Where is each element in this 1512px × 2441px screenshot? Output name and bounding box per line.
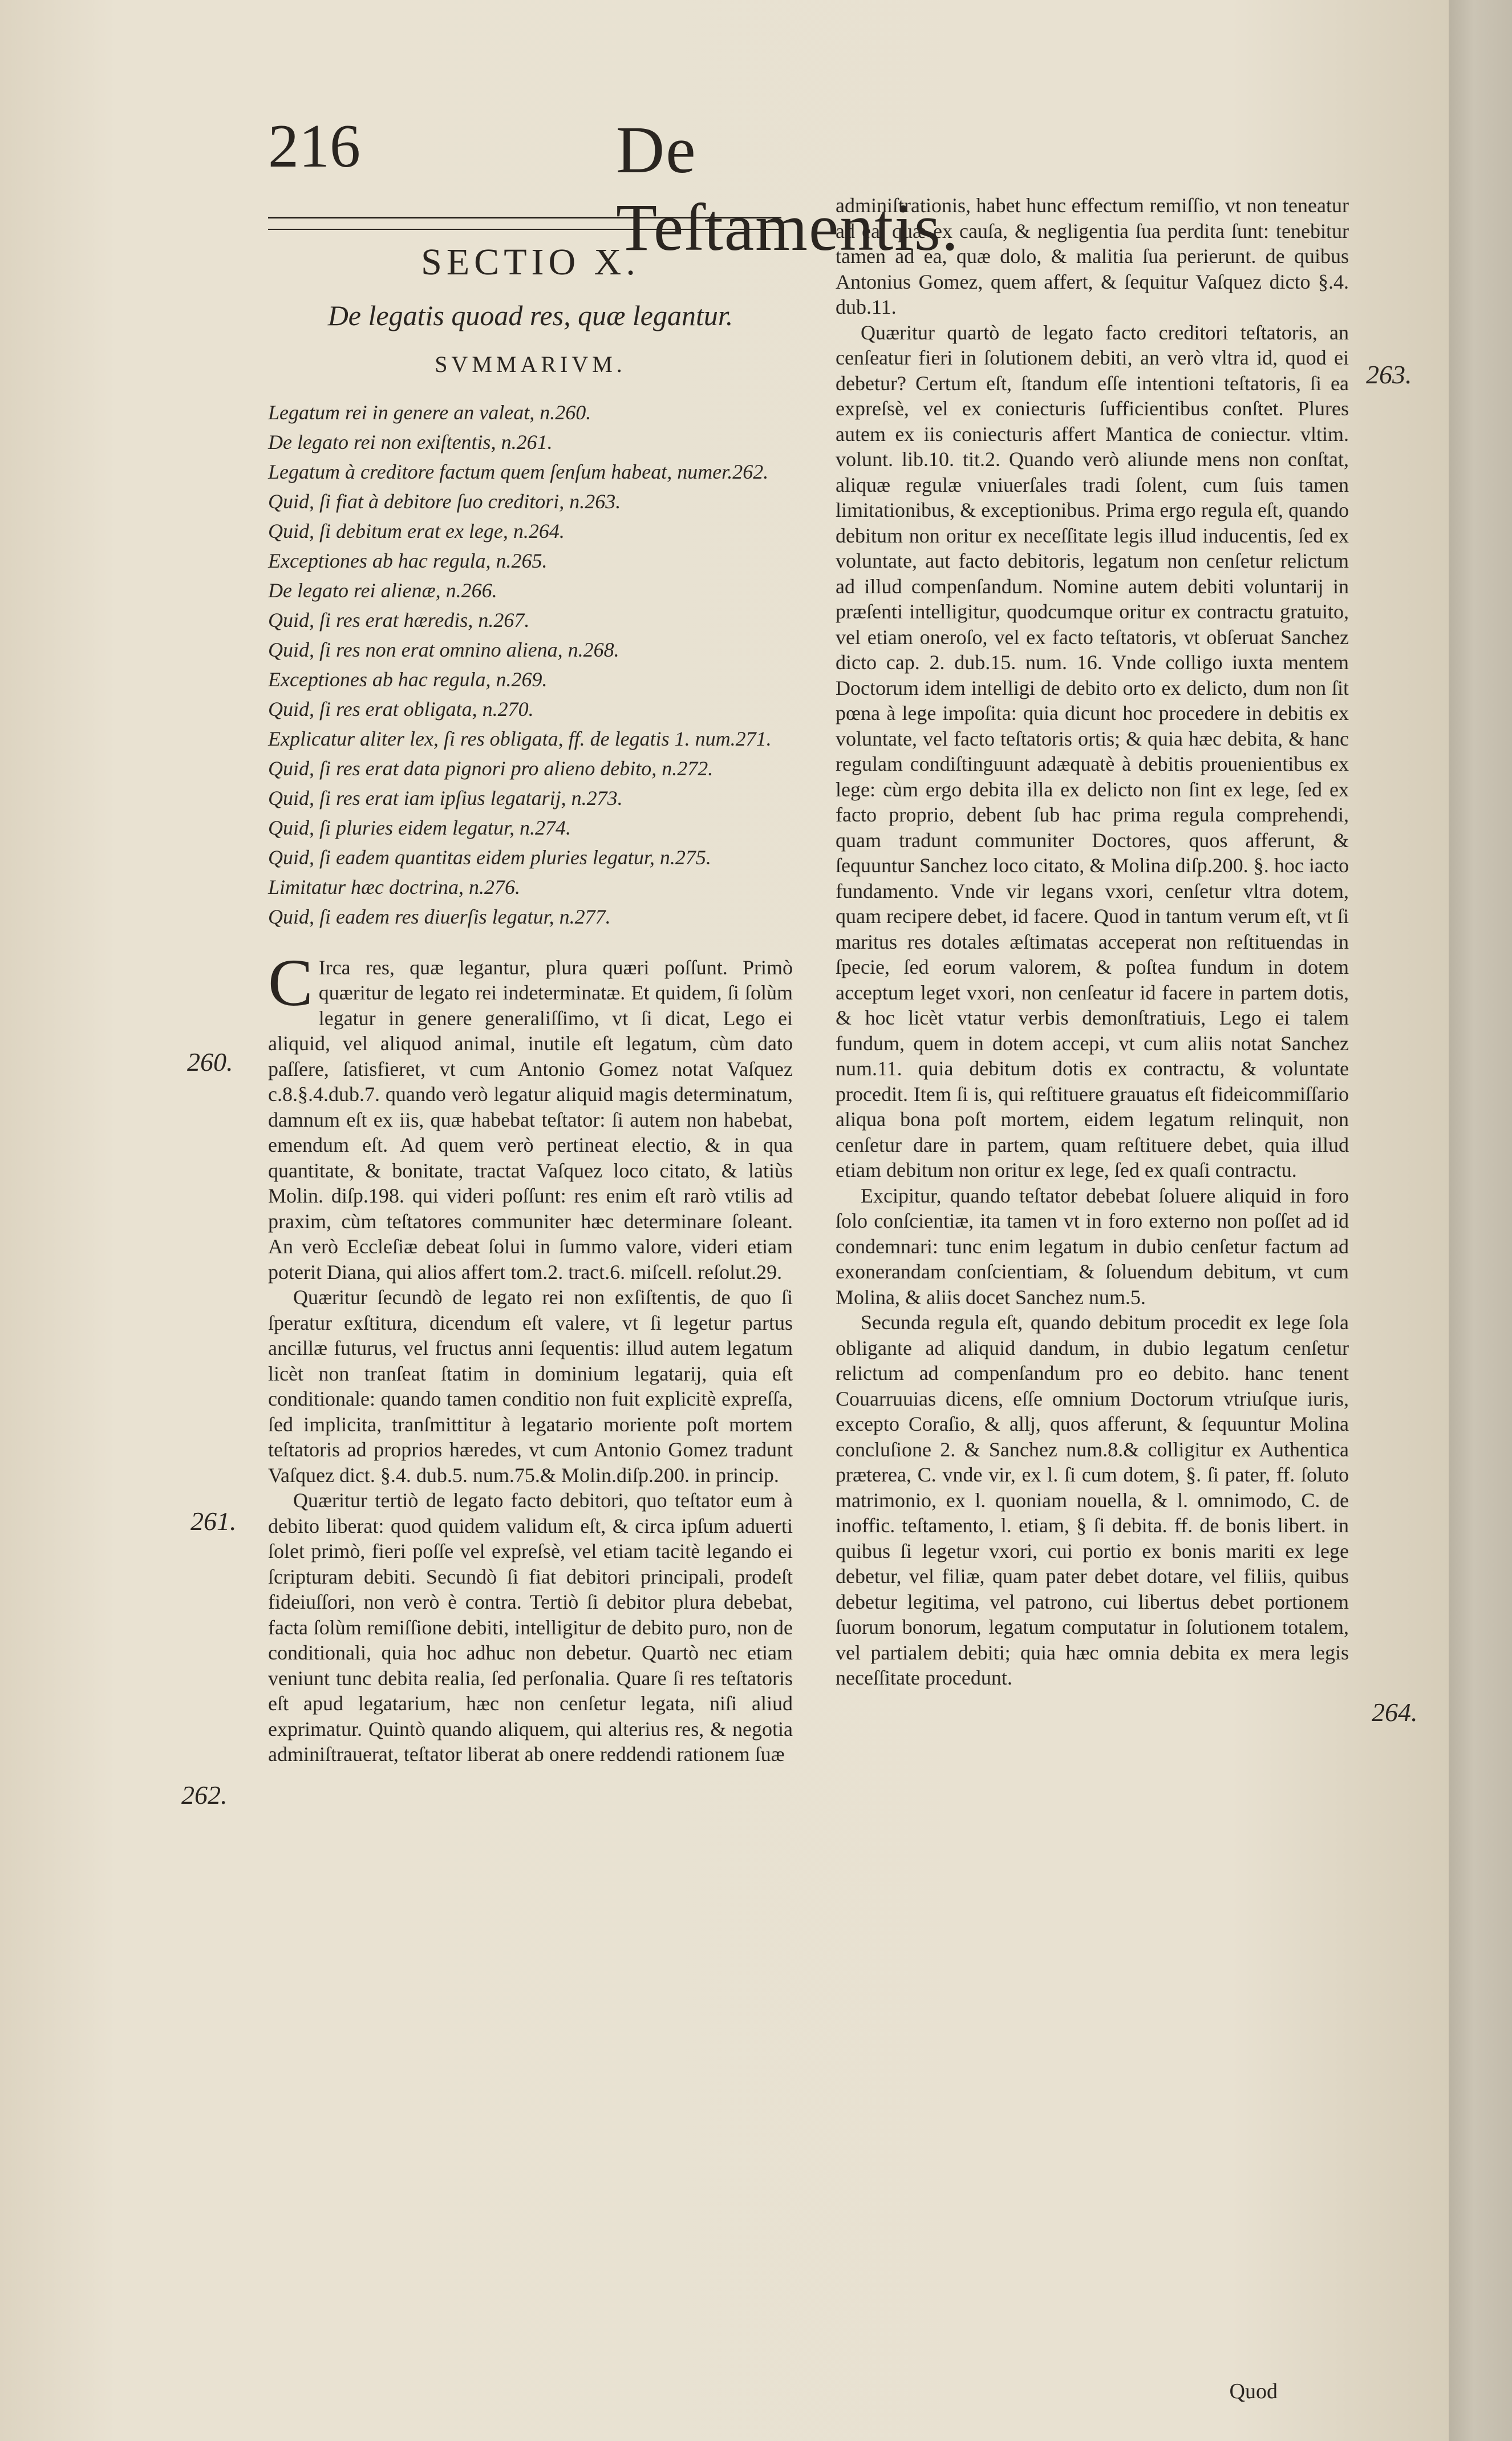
right-column xyxy=(836,193,1349,1691)
summary-item: Legatum à creditore factum quem ſenſum habeat, numer.262. xyxy=(268,460,769,483)
paragraph-260-text: Irca res, quæ legantur, plura quæri poſſunt. Primò quæritur de legato rei indeterminatæ. Et quidem, ſi ſolùm legatur in genere generaliſſimo, vt ſi dicat, Lego ei aliquid, vel aliquod animal, inutile eſt legatum, cùm dato paſſere, ſatisfieret, vt cum Antonio Gomez notat Vaſquez c.8.§.4.dub.7. quando verò legatur aliquid magis determinatum, damnum eſt ex iis, quæ habebat teſtator: ſi autem non habebat, emendum eſt. Ad quem verò pertineat electio, & in qua quantitate, & bonitate, tractat Vaſquez loco citato, & latiùs Molin. diſp.198. qui videri poſſunt: res enim eſt rarò vtilis ad praxim, cùm teſtatores communiter hæc determinare ſoleant. An verò Eccleſiæ debeat ſolui in ſummo valore, videri etiam poterit Diana, qui alios affert tom.2. tract.6. miſcell. reſolut.29. xyxy=(268,956,793,1284)
summary-item: Quid, ſi res erat data pignori pro alieno debito, n.272. xyxy=(268,756,714,780)
paragraph-continuation: adminiſtrationis, habet hunc effectum remiſſio, vt non teneatur ad ea, quæ ex cauſa, & negligentia ſua perdita ſunt: tenebitur tamen ad ea, quæ dolo, & malitia ſua perierunt. de quibus Antonius Gomez, quem affert, & ſequitur Vaſquez dicto §.4. dub.11. xyxy=(836,194,1349,318)
paragraph-260 xyxy=(268,945,793,1285)
section-subtitle: De legatis quoad res, quæ legantur. xyxy=(327,299,733,331)
summary-item: Exceptiones ab hac regula, n.265. xyxy=(268,549,548,572)
page-number: 216 xyxy=(268,112,360,180)
margin-number-261: 261. xyxy=(190,1507,237,1536)
summary-item: Quid, ſi eadem res diuerſis legatur, n.277. xyxy=(268,905,611,928)
summarium-title: SVMMARIVM. xyxy=(435,351,626,377)
paragraph-263: Quæritur quartò de legato facto creditori teſtatoris, an cenſeatur fieri in ſolutionem debiti, an verò vltra id, quod ei debetur? Certum eſt, ſtandum eſſe intentioni teſtatoris, ſi ea expreſsè, vel ex coniecturis ſufficientibus conſtet. Plures autem ex iis coniecturis affert Mantica de coniectur. vltim. volunt. lib.10. tit.2. Quando verò aliunde mens non conſtat, aliquæ regulæ vniuerſales tradi ſolent, cum ſuis tamen limitationibus, & exceptionibus. Prima ergo regula eſt, quando debitum non oritur ex neceſſitate legis illud inducentis, ſed ex voluntate, aut facto debitoris, legatum non cenſetur relictum ad illud compenſandum. Nomine autem debiti voluntarij in præſenti intelligitur, quodcumque oritur ex contractu gratuito, vel etiam oneroſo, vel ex facto teſtatoris, vt obſeruat Sanchez dicto cap. 2. dub.15. num. 16. Vnde colligo iuxta mentem Doctorum idem intelligi de debito orto ex delicto, dum non ſit pœna à lege impoſita: quia dicunt hoc procedere in debitis ex voluntate, vel facto teſtatoris ortis; & quia hæc debita, & hanc regulam condiſtinguunt adæquatè à debitis prouenientibus ex lege: cùm ergo debita illa ex delicto non ſint ex lege, ſed ex facto proprio, debent ſub hac prima regula comprehendi, quam tradunt communiter Doctores, quos afferunt, & ſequuntur Sanchez loco citato, & Molina diſp.200. §. hoc iacto fundamento. Vnde vir legans vxori, cenſetur vltra dotem, quam recipere debet, id facere. Quod in tantum verum eſt, vt ſi maritus res dotales æſtimatas acceperat non reſtituendas in ſpecie, ſed eorum valorem, & poſtea fundum in dotem acceptum leget vxori, non cenſeatur id facere in partem dotis, & hoc licèt vtatur verbis demonſtratiuis, Lego ei talem fundum, quem in dotem accepi, vt cum aliis notat Sanchez num.11. quia debitum dotis ex contractu, & voluntate procedit. Item ſi is, qui reſtituere grauatus eſt fideicommiſſario aliqua bona poſt mortem, eidem legatum relinquit, non cenſetur dare in partem, quam reſtituere debet, quia illud etiam debitum non oritur ex lege, ſed ex quaſi contractu. xyxy=(836,321,1349,1181)
margin-number-263: 263. xyxy=(1366,360,1412,389)
margin-number-264: 264. xyxy=(1372,1698,1418,1727)
summary-item: De legato rei non exiſtentis, n.261. xyxy=(268,430,553,454)
summarium-list xyxy=(268,398,793,931)
summary-item: De legato rei alienæ, n.266. xyxy=(268,578,497,602)
paragraph-264: Secunda regula eſt, quando debitum procedit ex lege ſola obligante ad aliquid dandum, in dubio legatum cenſetur relictum ad compenſandum pro eo debito. hanc tenent Couarruuias dicens, eſſe omnium Doctorum vtriuſque iuris, excepto Coraſio, & allj, quos afferunt, & ſequuntur Molina concluſione 2. & Sanchez num.8.& colligitur ex Authentica præterea, C. vnde vir, ex l. ſi cum dotem, §. ſi pater, ff. ſoluto matrimonio, ex l. quoniam nouella, & l. omnimodo, C. de inoffic. teſtamento, l. etiam, § ſi debita. ff. de bonis libert. in quibus ſi legetur vxori, cui portio ex bonis mariti ex lege debetur, vel filiæ, quam pater debet dotare, vel filiis, quibus debetur legitima, vel patrono, cui libertus debet portionem ſuorum bonorum, legatum computatur in ſolutionem totalem, vel partialem debiti; quia hæc omnia debita ex mera legis neceſſitate procedunt. xyxy=(836,1311,1349,1689)
summary-item: Exceptiones ab hac regula, n.269. xyxy=(268,667,548,691)
summary-item: Limitatur hæc doctrina, n.276. xyxy=(268,875,521,898)
summary-item: Quid, ſi res erat iam ipſius legatarij, n.273. xyxy=(268,786,623,809)
section-title: SECTIO X. xyxy=(421,241,640,283)
summary-item: Explicatur aliter lex, ſi res obligata, ff. de legatis 1. num.271. xyxy=(268,727,772,750)
double-rule-divider xyxy=(268,217,781,230)
running-title: De Teſtamentis. xyxy=(616,112,960,265)
summary-item: Quid, ſi res non erat omnino aliena, n.268. xyxy=(268,638,619,661)
paragraph-261: Quæritur ſecundò de legato rei non exſiſtentis, de quo ſi ſperatur exſtitura, dicendum eſt valere, vt ſi legetur partus ancillæ futurus, vel fructus anni ſequentis: illud autem legatum licèt non tranſeat ſtatim in dominium legatarij, quia eſt conditionale: quando tamen conditio non fuit explicitè expreſſa, ſed implicita, tranſmittitur à legatario moriente poſt mortem teſtatoris ad proprios hæredes, vt cum Antonio Gomez tradunt Vaſquez dict. §.4. dub.5. num.75.& Molin.diſp.200. in princip. xyxy=(268,1286,793,1487)
summary-item: Quid, ſi res erat obligata, n.270. xyxy=(268,697,534,720)
summary-item: Quid, ſi eadem quantitas eidem pluries legatur, n.275. xyxy=(268,845,711,869)
summary-item: Quid, ſi res erat hæredis, n.267. xyxy=(268,608,530,631)
margin-number-260: 260. xyxy=(187,1047,233,1076)
drop-cap-initial: C xyxy=(268,945,313,1020)
summary-item: Quid, ſi pluries eidem legatur, n.274. xyxy=(268,816,571,839)
margin-number-262: 262. xyxy=(181,1780,228,1810)
adjacent-page-edge xyxy=(1449,0,1512,2441)
catchword: Quod xyxy=(1229,2379,1278,2403)
summary-item: Quid, ſi fiat à debitore ſuo creditori, n.263. xyxy=(268,489,621,513)
summary-item: Legatum rei in genere an valeat, n.260. xyxy=(268,400,591,424)
left-column xyxy=(268,200,793,1767)
paragraph-262: Quæritur tertiò de legato facto debitori, quo teſtator eum à debito liberat: quod quidem validum eſt, & circa ipſum aduerti ſolet primò, fieri poſſe vel expreſsè, vel etiam tacitè legando ei ſcripturam debiti. Secundò ſi fiat debitori principali, prodeſt fideiuſſori, non verò è contra. Tertiò ſi debitor plura debebat, facta ſolùm remiſſione debiti, intelligitur de debito puro, non de conditionali, quia hoc adhuc non debetur. Quartò nec etiam veniunt tunc debita realia, ſed perſonalia. Quare ſi res teſtatoris eſt apud legatarium, hæc non cenſetur legata, niſi aliud exprimatur. Quintò quando aliquem, qui alterius res, & negotia adminiſtrauerat, teſtator liberat ab onere reddendi rationem ſuæ xyxy=(268,1489,793,1766)
summary-item: Quid, ſi debitum erat ex lege, n.264. xyxy=(268,519,565,543)
paragraph-exception: Excipitur, quando teſtator debebat ſoluere aliquid in foro ſolo conſcientiæ, ita tamen vt in foro externo non poſſet ad id condemnari: tunc enim legatum in dubio cenſetur factum ad exonerandam conſcientiam, & ſoluendum debitum, vt cum Molina, & aliis docet Sanchez num.5. xyxy=(836,1184,1349,1309)
